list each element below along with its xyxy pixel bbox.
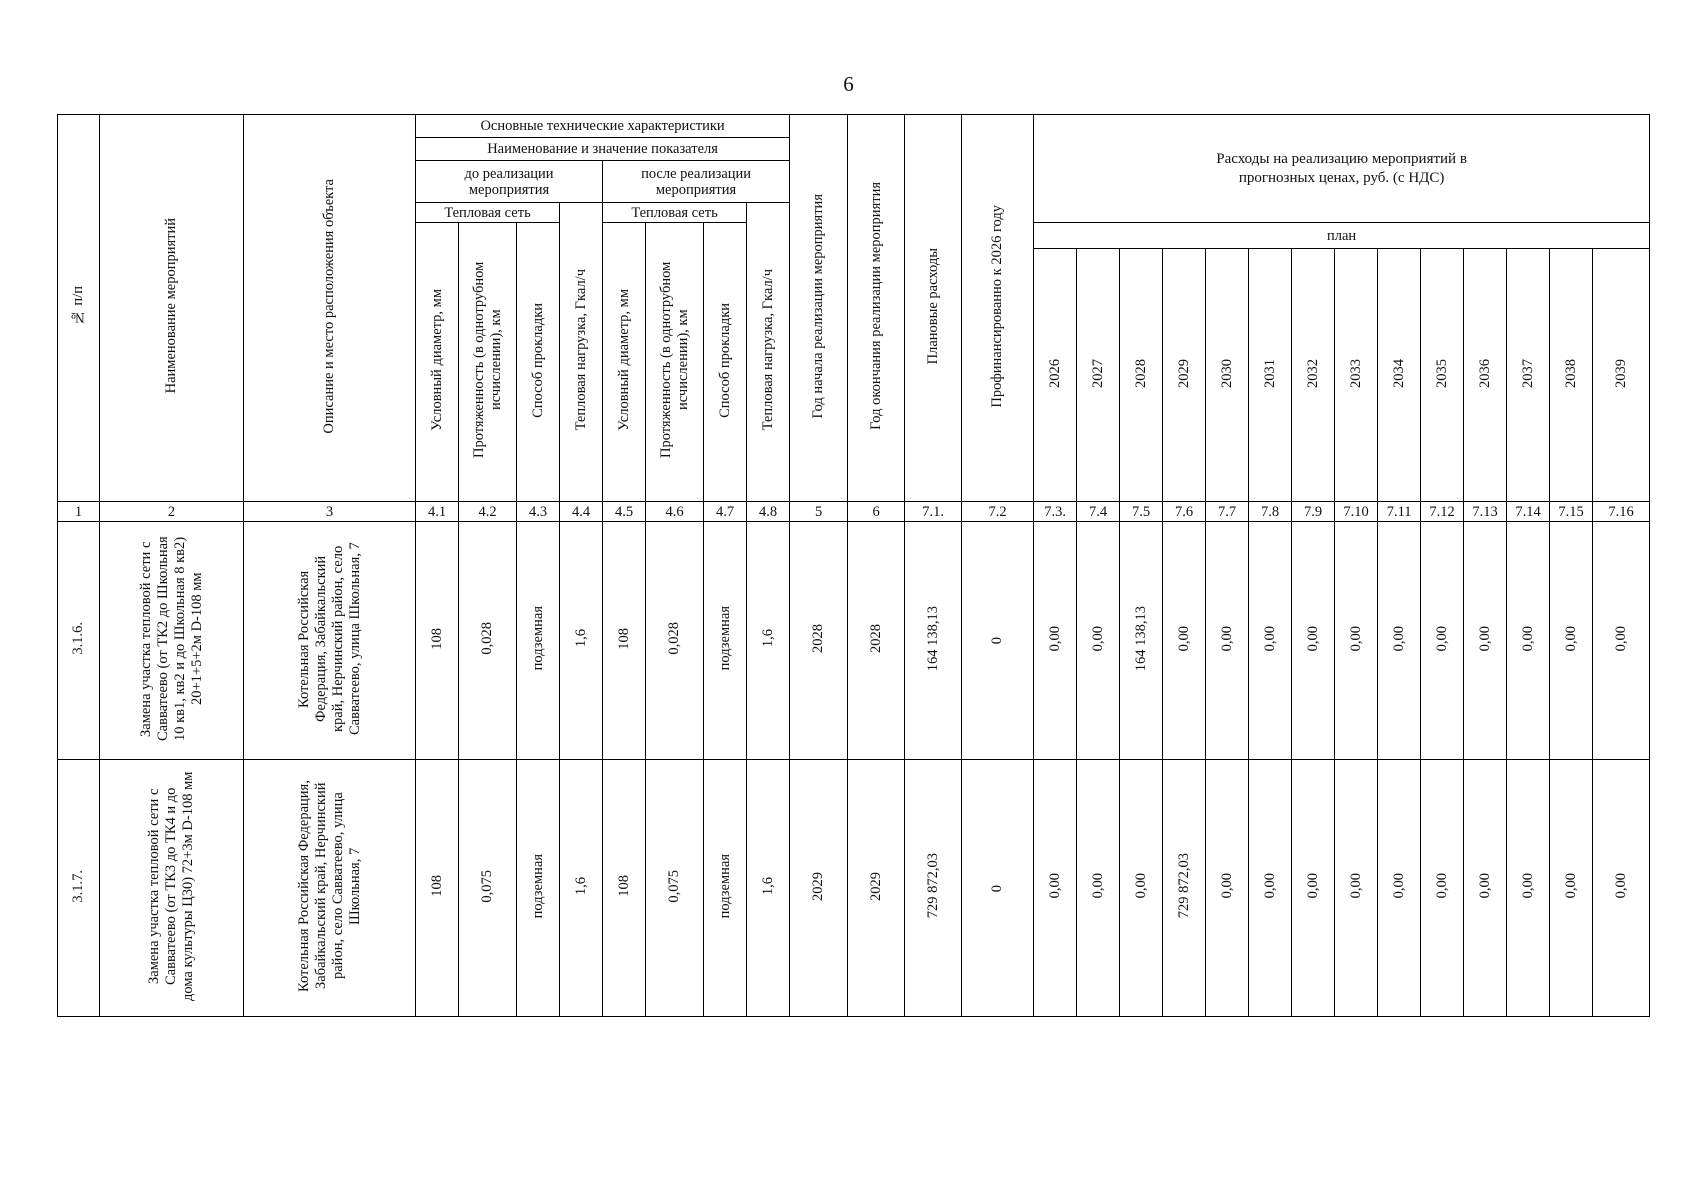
table-row	[58, 760, 1650, 1017]
col-number: 4.7	[704, 502, 747, 522]
row-year-2038: 0,00	[1550, 760, 1593, 1017]
row-year-2026: 0,00	[1034, 760, 1077, 1017]
row-year-2039: 0,00	[1593, 760, 1650, 1017]
col-number: 3	[244, 502, 416, 522]
col-number: 4.2	[459, 502, 517, 522]
header-planned: Плановые расходы	[905, 115, 962, 502]
header-end-year: Год окончания реализации мероприятия	[848, 115, 905, 502]
row-d-before: 108	[416, 760, 459, 1017]
header-expenses: Расходы на реализацию мероприятий в прогнозных ценах, руб. (с НДС)	[1034, 115, 1650, 223]
row-planned: 164 138,13	[905, 522, 962, 760]
header-year-2038: 2038	[1550, 249, 1593, 502]
header-year-2039: 2039	[1593, 249, 1650, 502]
row-year-2030: 0,00	[1206, 760, 1249, 1017]
row-load-before: 1,6	[560, 760, 603, 1017]
header-year-2035: 2035	[1421, 249, 1464, 502]
col-number: 7.13	[1464, 502, 1507, 522]
header-load-before: Тепловая нагрузка, Гкал/ч	[560, 203, 603, 502]
row-year-2026: 0,00	[1034, 522, 1077, 760]
header-method-before: Способ прокладки	[517, 223, 560, 502]
row-num: 3.1.6.	[58, 522, 100, 760]
col-number: 7.15	[1550, 502, 1593, 522]
col-number: 4.3	[517, 502, 560, 522]
row-method-before: подземная	[517, 522, 560, 760]
row-name: Замена участка тепловой сети с Савватеево (от ТК3 до ТК4 и до дома культуры Ц30) 72+3м D-108 мм	[100, 760, 244, 1017]
col-number: 7.1.	[905, 502, 962, 522]
header-tech-main: Основные технические характеристики	[416, 115, 790, 138]
col-number: 7.11	[1378, 502, 1421, 522]
col-number: 7.10	[1335, 502, 1378, 522]
row-desc: Котельная Российская Федерация, Забайкальский край, Нерчинский район, село Савватеево, улица Школьная, 7	[244, 760, 416, 1017]
row-year-2039: 0,00	[1593, 522, 1650, 760]
row-load-after: 1,6	[747, 522, 790, 760]
col-number: 6	[848, 502, 905, 522]
row-year-2031: 0,00	[1249, 760, 1292, 1017]
col-number: 4.4	[560, 502, 603, 522]
row-end: 2028	[848, 522, 905, 760]
row-len-before: 0,028	[459, 522, 517, 760]
header-load-after: Тепловая нагрузка, Гкал/ч	[747, 203, 790, 502]
header-year-2033: 2033	[1335, 249, 1378, 502]
col-number: 7.4	[1077, 502, 1120, 522]
col-number: 7.5	[1120, 502, 1163, 522]
row-start: 2028	[790, 522, 848, 760]
header-plan: план	[1034, 223, 1650, 249]
header-year-2037: 2037	[1507, 249, 1550, 502]
row-desc: Котельная Российская Федерация, Забайкальский край, Нерчинский район, село Савватеево, улица Школьная, 7	[244, 522, 416, 760]
header-year-2029: 2029	[1163, 249, 1206, 502]
col-number: 7.6	[1163, 502, 1206, 522]
row-d-after: 108	[603, 760, 646, 1017]
page-number: 6	[843, 72, 854, 96]
col-number: 4.1	[416, 502, 459, 522]
col-number: 5	[790, 502, 848, 522]
header-year-2028: 2028	[1120, 249, 1163, 502]
row-financed: 0	[962, 760, 1034, 1017]
header-start-year: Год начала реализации мероприятия	[790, 115, 848, 502]
row-year-2032: 0,00	[1292, 760, 1335, 1017]
header-year-2032: 2032	[1292, 249, 1335, 502]
row-year-2034: 0,00	[1378, 760, 1421, 1017]
header-year-2034: 2034	[1378, 249, 1421, 502]
header-tech-sub: Наименование и значение показателя	[416, 138, 790, 161]
row-len-after: 0,028	[646, 522, 704, 760]
header-method-after: Способ прокладки	[704, 223, 747, 502]
header-length-before: Протяженность (в однотрубном исчислении), км	[459, 223, 517, 502]
row-method-after: подземная	[704, 522, 747, 760]
row-year-2028: 164 138,13	[1120, 522, 1163, 760]
row-year-2038: 0,00	[1550, 522, 1593, 760]
row-year-2037: 0,00	[1507, 522, 1550, 760]
row-year-2032: 0,00	[1292, 522, 1335, 760]
row-year-2029: 0,00	[1163, 522, 1206, 760]
row-year-2036: 0,00	[1464, 522, 1507, 760]
col-number: 7.3.	[1034, 502, 1077, 522]
row-year-2037: 0,00	[1507, 760, 1550, 1017]
header-num: № п/п	[58, 115, 100, 502]
col-number: 7.9	[1292, 502, 1335, 522]
col-number: 4.5	[603, 502, 646, 522]
row-start: 2029	[790, 760, 848, 1017]
col-number: 7.16	[1593, 502, 1650, 522]
header-after: после реализации мероприятия	[603, 161, 790, 203]
header-before: до реализации мероприятия	[416, 161, 603, 203]
row-end: 2029	[848, 760, 905, 1017]
row-year-2027: 0,00	[1077, 760, 1120, 1017]
col-number: 7.2	[962, 502, 1034, 522]
numbering-row	[58, 502, 1650, 522]
header-length-after: Протяженность (в однотрубном исчислении), км	[646, 223, 704, 502]
row-method-after: подземная	[704, 760, 747, 1017]
row-method-before: подземная	[517, 760, 560, 1017]
row-year-2035: 0,00	[1421, 760, 1464, 1017]
table-row	[58, 522, 1650, 760]
col-number: 7.12	[1421, 502, 1464, 522]
header-desc: Описание и место расположения объекта	[244, 115, 416, 502]
row-num: 3.1.7.	[58, 760, 100, 1017]
row-d-after: 108	[603, 522, 646, 760]
row-d-before: 108	[416, 522, 459, 760]
col-number: 2	[100, 502, 244, 522]
row-planned: 729 872,03	[905, 760, 962, 1017]
row-load-before: 1,6	[560, 522, 603, 760]
header-year-2031: 2031	[1249, 249, 1292, 502]
row-year-2036: 0,00	[1464, 760, 1507, 1017]
investment-table	[57, 114, 1650, 1017]
header-heat-net-after: Тепловая сеть	[603, 203, 747, 223]
header-heat-net-before: Тепловая сеть	[416, 203, 560, 223]
header-year-2036: 2036	[1464, 249, 1507, 502]
col-number: 7.8	[1249, 502, 1292, 522]
row-year-2033: 0,00	[1335, 760, 1378, 1017]
header-diameter-after: Условный диаметр, мм	[603, 223, 646, 502]
col-number: 1	[58, 502, 100, 522]
row-load-after: 1,6	[747, 760, 790, 1017]
row-year-2030: 0,00	[1206, 522, 1249, 760]
row-len-before: 0,075	[459, 760, 517, 1017]
col-number: 4.6	[646, 502, 704, 522]
col-number: 7.14	[1507, 502, 1550, 522]
header-financed: Профинансированно к 2026 году	[962, 115, 1034, 502]
row-financed: 0	[962, 522, 1034, 760]
row-name: Замена участка тепловой сети с Савватеево (от ТК2 до Школьная 10 кв1, кв2 и до Школьная 8 кв2) 20+1+5+2м D-108 мм	[100, 522, 244, 760]
row-year-2034: 0,00	[1378, 522, 1421, 760]
header-year-2026: 2026	[1034, 249, 1077, 502]
header-name: Наименование мероприятий	[100, 115, 244, 502]
header-year-2027: 2027	[1077, 249, 1120, 502]
header-year-2030: 2030	[1206, 249, 1249, 502]
row-year-2027: 0,00	[1077, 522, 1120, 760]
row-year-2035: 0,00	[1421, 522, 1464, 760]
col-number: 4.8	[747, 502, 790, 522]
row-year-2029: 729 872,03	[1163, 760, 1206, 1017]
row-year-2031: 0,00	[1249, 522, 1292, 760]
col-number: 7.7	[1206, 502, 1249, 522]
header-diameter-before: Условный диаметр, мм	[416, 223, 459, 502]
row-year-2028: 0,00	[1120, 760, 1163, 1017]
row-year-2033: 0,00	[1335, 522, 1378, 760]
row-len-after: 0,075	[646, 760, 704, 1017]
